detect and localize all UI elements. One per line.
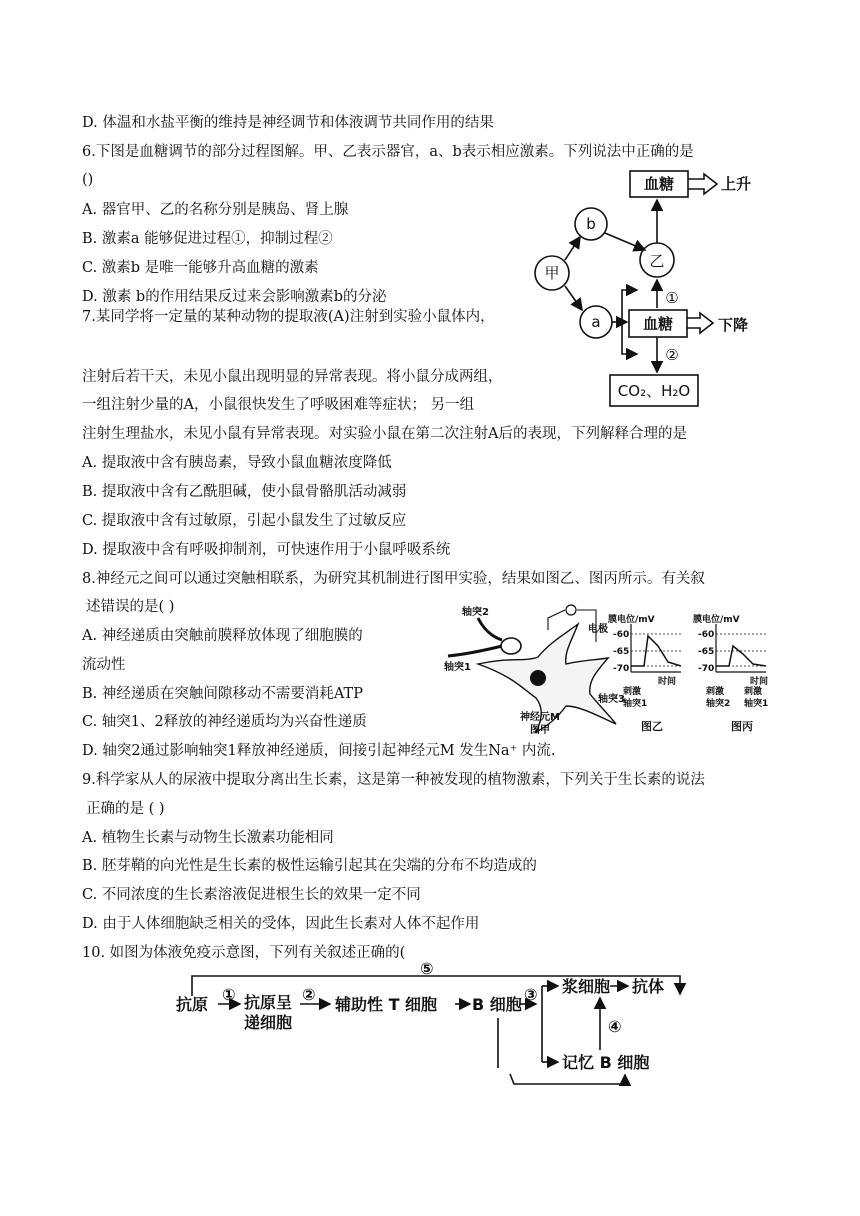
q7-stem-3: 一组注射少量的A，小鼠很快发生了呼吸困难等症状； 另一组 [82, 397, 475, 413]
axon1-fiber [448, 646, 502, 656]
q8-option-c: C. 轴突1、2释放的神经递质均为兴奋性递质 [82, 714, 367, 730]
graph-bing-time: 时间 [750, 677, 769, 687]
rise-arrow [688, 174, 717, 194]
graph-yi-stim: 刺激 [623, 687, 642, 697]
graph-bing-stim-2: 刺激 [744, 687, 763, 697]
q6-blood-sugar-diagram [520, 160, 780, 415]
q9-stem: 9.科学家从人的尿液中提取分离出生长素，这是第一种被发现的植物激素，下列关于生长素的说法 [82, 772, 705, 788]
q6-option-c: C. 激素b 是唯一能够升高血糖的激素 [82, 260, 319, 276]
q7-stem: 7.某同学将一定量的某种动物的提取液(A)注射到实验小鼠体内， [82, 309, 495, 325]
organ-jia-label: 甲 [544, 264, 560, 282]
step-3-label: ③ [524, 985, 538, 1004]
graph-bing [693, 613, 768, 733]
step-2-label: ② [302, 985, 316, 1004]
graph-yi-ylabel: 膜电位/mV [608, 615, 655, 625]
q9-option-a: A. 植物生长素与动物生长激素功能相同 [82, 830, 334, 846]
products-label: CO₂、H₂O [617, 382, 691, 400]
graph-bing-stim-1-axon: 轴突2 [706, 699, 731, 709]
graph-yi [608, 613, 681, 733]
graph-bing-stim-1: 刺激 [706, 687, 725, 697]
q9-stem-2: 正确的是 ( ) [86, 801, 165, 817]
q9-option-b: B. 胚芽鞘的向光性是生长素的极性运输引起其在尖端的分布不均造成的 [82, 858, 537, 874]
process-2-label: ② [665, 346, 679, 364]
b-cell-label: B 细胞 [472, 995, 522, 1014]
q8-synapse-figure [438, 602, 778, 738]
fig-bing-label: 图丙 [731, 720, 753, 733]
graph-bing-ylabel: 膜电位/mV [693, 615, 740, 625]
q6-option-d: D. 激素 b的作用结果反过来会影响激素b的分泌 [82, 289, 387, 305]
q10-stem: 10. 如图为体液免疫示意图，下列有关叙述正确的( [82, 945, 406, 961]
graph-bing-stim-2-axon: 轴突1 [744, 699, 769, 709]
neuron-m-label: 神经元M [520, 712, 560, 723]
graph-yi-tick-0: -60 [613, 630, 630, 640]
rise-label: 上升 [720, 175, 752, 193]
step-5-label: ⑤ [420, 960, 434, 978]
graph-bing-tick-0: -60 [698, 630, 715, 640]
q7-option-c: C. 提取液中含有过敏原，引起小鼠发生了过敏反应 [82, 513, 407, 529]
step-4-label: ④ [608, 1017, 622, 1036]
axon2-fiber [478, 618, 502, 640]
antibody-label: 抗体 [632, 977, 665, 996]
q7-option-b: B. 提取液中含有乙酰胆碱，使小鼠骨骼肌活动减弱 [82, 484, 407, 500]
helper-t-label: 辅助性 T 细胞 [335, 995, 438, 1014]
axon2-label: 轴突2 [462, 607, 489, 618]
process-1-label: ① [665, 289, 679, 307]
q7-option-d: D. 提取液中含有呼吸抑制剂，可快速作用于小鼠呼吸系统 [82, 542, 451, 558]
q7-stem-2: 注射后若干天，未见小鼠出现明显的异常表现。将小鼠分成两组， [82, 369, 503, 385]
q8-option-b: B. 神经递质在突触间隙移动不需要消耗ATP [82, 686, 363, 702]
fall-label: 下降 [717, 316, 749, 334]
graph-yi-time: 时间 [658, 677, 677, 687]
neuron-m-nucleus [530, 670, 546, 686]
q6-option-a: A. 器官甲、乙的名称分别是胰岛、肾上腺 [82, 202, 349, 218]
electrode-meter [566, 605, 576, 615]
graph-yi-tick-1: -65 [613, 647, 630, 657]
graph-bing-trace [716, 646, 766, 666]
q9-option-d: D. 由于人体细胞缺乏相关的受体，因此生长素对人体不起作用 [82, 916, 480, 932]
blood-sugar-label-mid: 血糖 [642, 315, 674, 333]
q8-stem-2: 述错误的是( ) [86, 599, 175, 615]
apc-label-2: 递细胞 [244, 1013, 293, 1032]
blood-sugar-label-top: 血糖 [643, 175, 675, 193]
graph-bing-tick-2: -70 [698, 664, 715, 674]
q8-option-a-cont: 流动性 [82, 657, 126, 673]
electrode-label: 电极 [588, 624, 608, 635]
hormone-b-label: b [586, 215, 596, 233]
axon1-label: 轴突1 [444, 662, 471, 673]
axon3-label: 轴突3 [598, 694, 625, 705]
q10-humoral-immunity-diagram [170, 960, 700, 1092]
antigen-label: 抗原 [176, 995, 209, 1014]
q9-option-c: C. 不同浓度的生长素溶液促进根生长的效果一定不同 [82, 887, 421, 903]
q8-option-d: D. 轴突2通过影响轴突1释放神经递质，间接引起神经元M 发生Na⁺ 内流. [82, 743, 556, 759]
q6-option-b: B. 激素a 能够促进过程①，抑制过程② [82, 231, 333, 247]
hormone-a-label: a [591, 313, 601, 331]
memory-b-cell-label: 记忆 B 细胞 [562, 1053, 650, 1072]
q8-stem: 8.神经元之间可以通过突触相联系，为研究其机制进行图甲实验，结果如图乙、图丙所示。有关叙 [82, 571, 705, 587]
q6-stem-paren: () [82, 172, 94, 188]
apc-label-1: 抗原呈 [244, 993, 293, 1012]
organ-yi-label: 乙 [649, 252, 665, 270]
fall-arrow [687, 313, 713, 333]
q6-stem: 6.下图是血糖调节的部分过程图解。甲、乙表示器官，a、b表示相应激素。下列说法中正确的是 [82, 144, 694, 160]
q7-stem-4: 注射生理盐水，未见小鼠有异常表现。对实验小鼠在第二次注射A后的表现，下列解释合理的是 [82, 426, 687, 442]
q7-option-a: A. 提取液中含有胰岛素，导致小鼠血糖浓度降低 [82, 455, 392, 471]
fig-yi-label: 图乙 [641, 720, 663, 733]
plasma-cell-label: 浆细胞 [562, 977, 611, 996]
graph-yi-stim-axon: 轴突1 [623, 699, 648, 709]
step-1-label: ① [222, 985, 236, 1004]
q5-option-d: D. 体温和水盐平衡的维持是神经调节和体液调节共同作用的结果 [82, 115, 494, 131]
q8-option-a: A. 神经递质由突触前膜释放体现了细胞膜的 [82, 628, 363, 644]
graph-bing-tick-1: -65 [698, 647, 715, 657]
fig-jia-label: 图甲 [530, 725, 550, 736]
graph-yi-tick-2: -70 [613, 664, 630, 674]
